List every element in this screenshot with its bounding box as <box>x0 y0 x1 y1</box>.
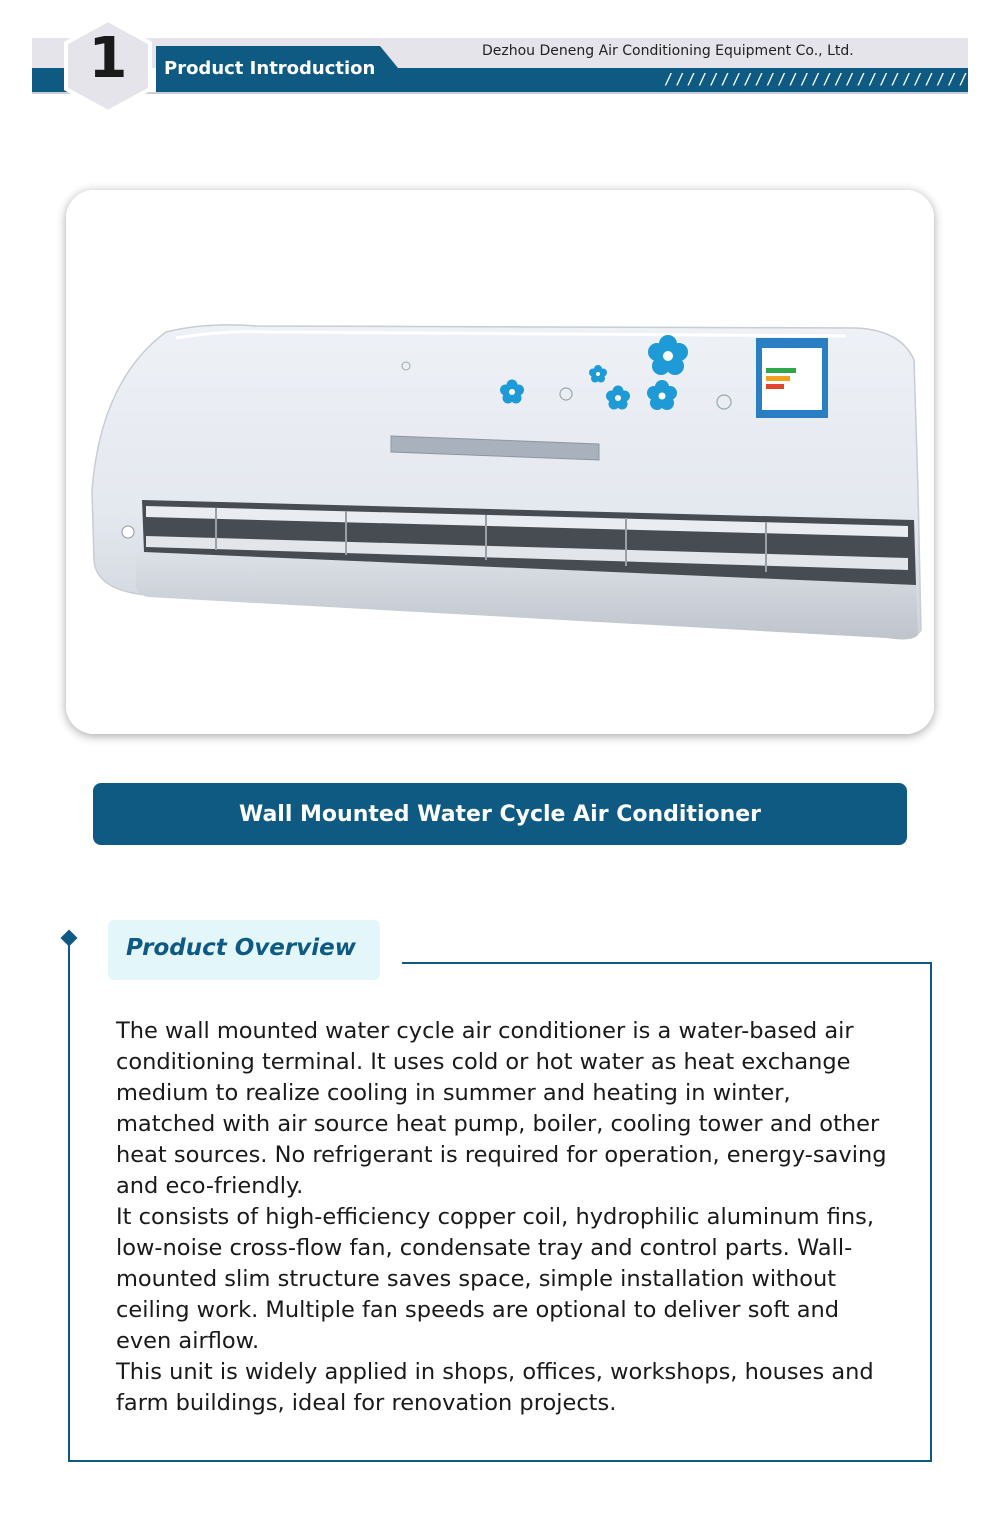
diamond-marker-icon <box>61 930 78 947</box>
overview-frame-bottom <box>68 1460 932 1462</box>
company-name: Dezhou Deneng Air Conditioning Equipment Co., Ltd. <box>482 43 854 59</box>
section-number: 1 <box>88 26 128 91</box>
section-title: Product Introduction <box>164 58 376 79</box>
overview-frame-left <box>68 940 70 1462</box>
product-name-bar <box>93 783 907 845</box>
overview-paragraph-2: It consists of high-efficiency copper coil, hydrophilic aluminum fins, low-noise cross-flow fan, condensate tray and control parts. Wall-mounted slim structure saves space, simple installation without ceiling work. Multiple fan speeds are optional to deliver soft and even airflow. <box>116 1204 875 1354</box>
overview-frame-top <box>402 962 932 964</box>
overview-heading: Product Overview <box>126 935 356 961</box>
product-image-card <box>66 190 934 734</box>
overview-frame-right <box>930 962 932 1462</box>
overview-text <box>116 1016 896 1419</box>
header-decoration: //////////////////////////// <box>664 70 982 88</box>
overview-paragraph-3: This unit is widely applied in shops, offices, workshops, houses and farm buildings, ideal for renovation projects. <box>116 1359 874 1416</box>
air-conditioner-illustration <box>66 190 934 734</box>
overview-paragraph-1: The wall mounted water cycle air conditioner is a water-based air conditioning terminal. It uses cold or hot water as heat exchange medium to realize cooling in summer and heating in winter, matched with air source heat pump, boiler, cooling tower and other heat sources. No refrigerant is required for operation, energy-saving and eco-friendly. <box>116 1018 887 1199</box>
product-name: Wall Mounted Water Cycle Air Conditioner <box>238 801 762 827</box>
